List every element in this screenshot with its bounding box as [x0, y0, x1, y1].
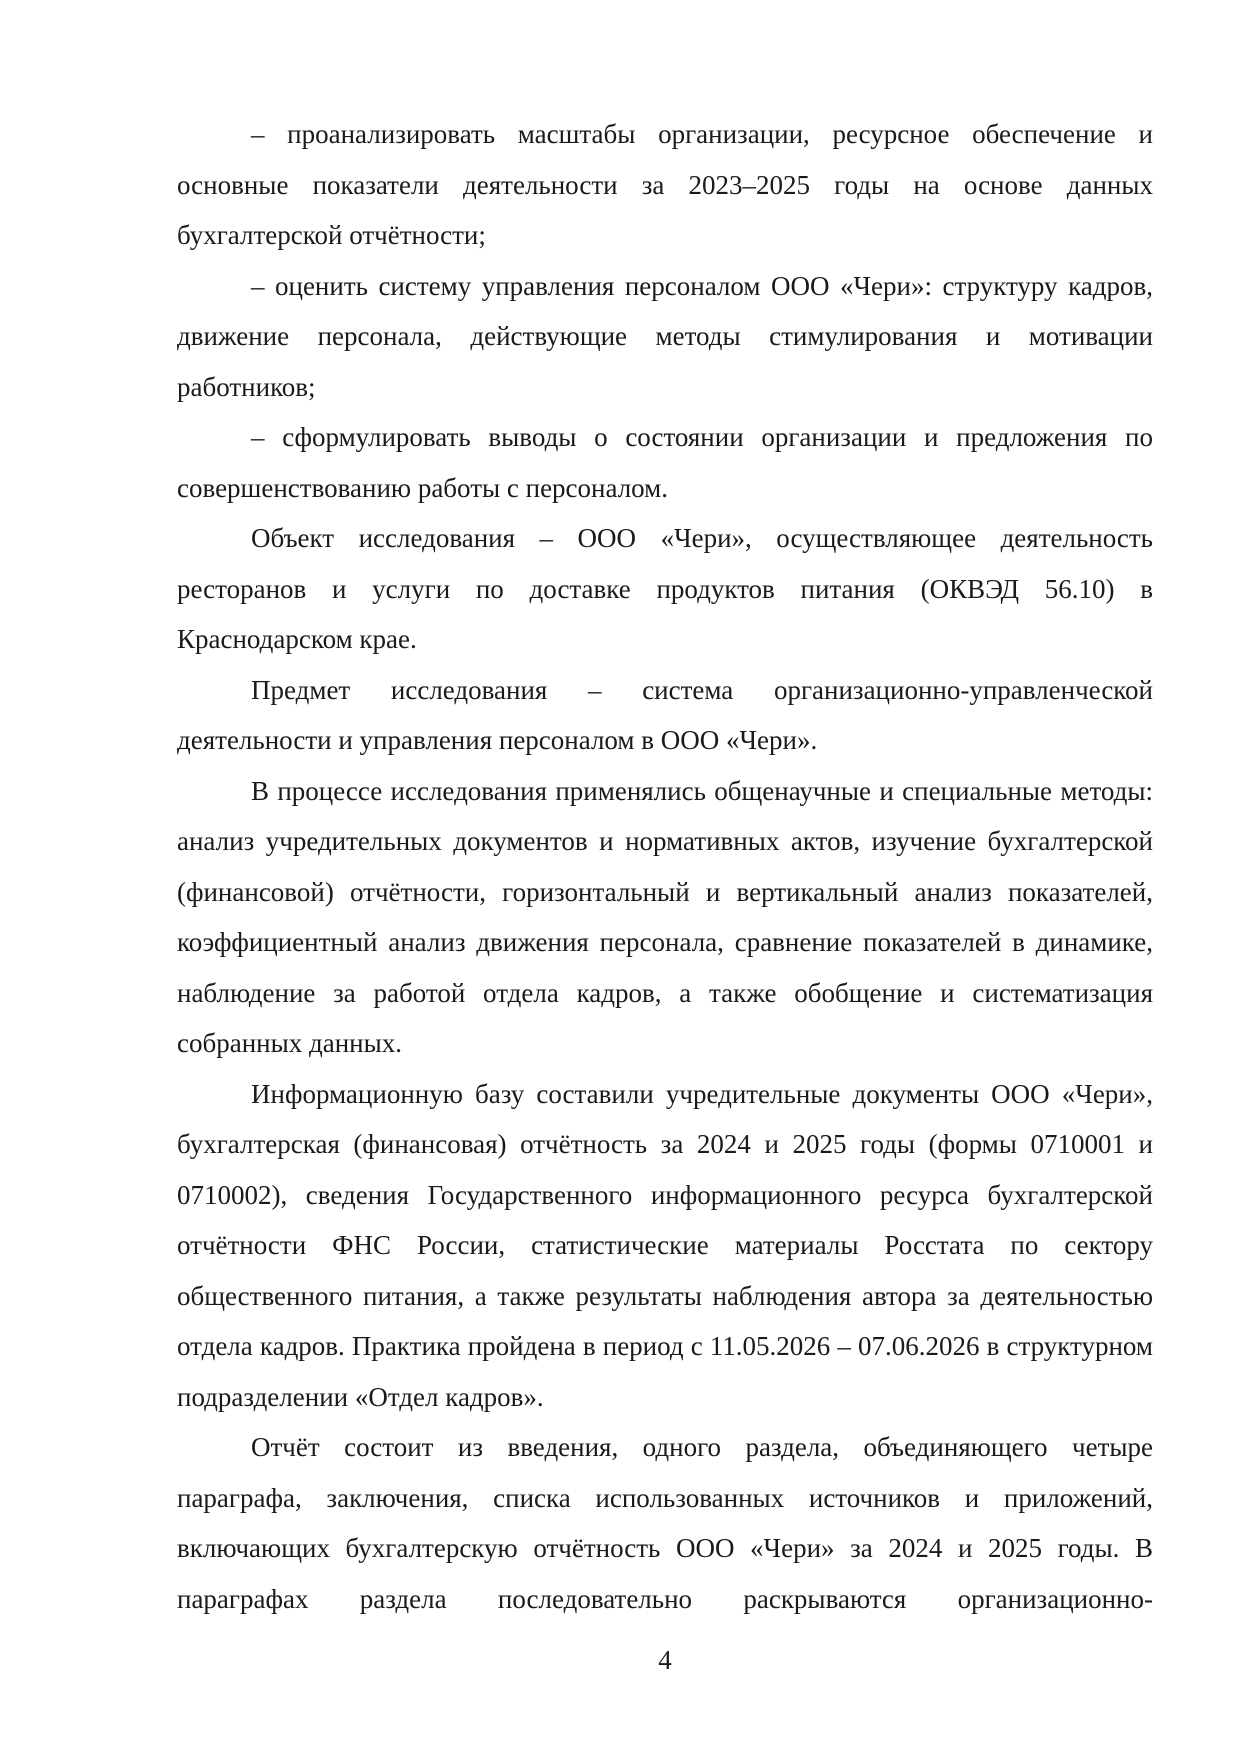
paragraph-report-structure: Отчёт состоит из введения, одного раздела, объединяющего четыре параграфа, заключения, списка использованных источников и приложений, включающих бухгалтерскую отчётность ООО «Чери» за 2024 и 2025 годы. В параграфах раздела последовательно раскрываются организационно-	[177, 1432, 1153, 1614]
paragraph-information-base: Информационную базу составили учредительные документы ООО «Чери», бухгалтерская (финансовая) отчётность за 2024 и 2025 годы (формы 0710001 и 0710002), сведения Государственного информационного ресурса бухгалтерской отчётности ФНС России, статистические материалы Росстата по сектору общественного питания, а также результаты наблюдения автора за деятельностью отдела кадров. Практика пройдена в период с 11.05.2026 – 07.06.2026 в структурном подразделении «Отдел кадров».	[177, 1078, 1153, 1412]
body-text	[177, 109, 1153, 1624]
paragraph-research-subject: Предмет исследования – система организационно-управленческой деятельности и управления персоналом в ООО «Чери».	[177, 674, 1153, 755]
paragraph-research-object: Объект исследования – ООО «Чери», осуществляющее деятельность ресторанов и услуги по доставке продуктов питания (ОКВЭД 56.10) в Краснодарском крае.	[177, 523, 1153, 654]
paragraph-task-analyze-scale: – проанализировать масштабы организации, ресурсное обеспечение и основные показатели деятельности за 2023–2025 годы на основе данных бухгалтерской отчётности;	[177, 119, 1153, 250]
page-number: 4	[658, 1645, 672, 1675]
paragraph-task-conclusions: – сформулировать выводы о состоянии организации и предложения по совершенствованию работы с персоналом.	[177, 422, 1153, 503]
paragraph-task-evaluate-hr: – оценить систему управления персоналом ООО «Чери»: структуру кадров, движение персонала, действующие методы стимулирования и мотивации работников;	[177, 270, 1153, 402]
paragraph-research-methods: В процессе исследования применялись общенаучные и специальные методы: анализ учредительных документов и нормативных актов, изучение бухгалтерской (финансовой) отчётности, горизонтальный и вертикальный анализ показателей, коэффициентный анализ движения персонала, сравнение показателей в динамике, наблюдение за работой отдела кадров, а также обобщение и систематизация собранных данных.	[177, 775, 1153, 1058]
